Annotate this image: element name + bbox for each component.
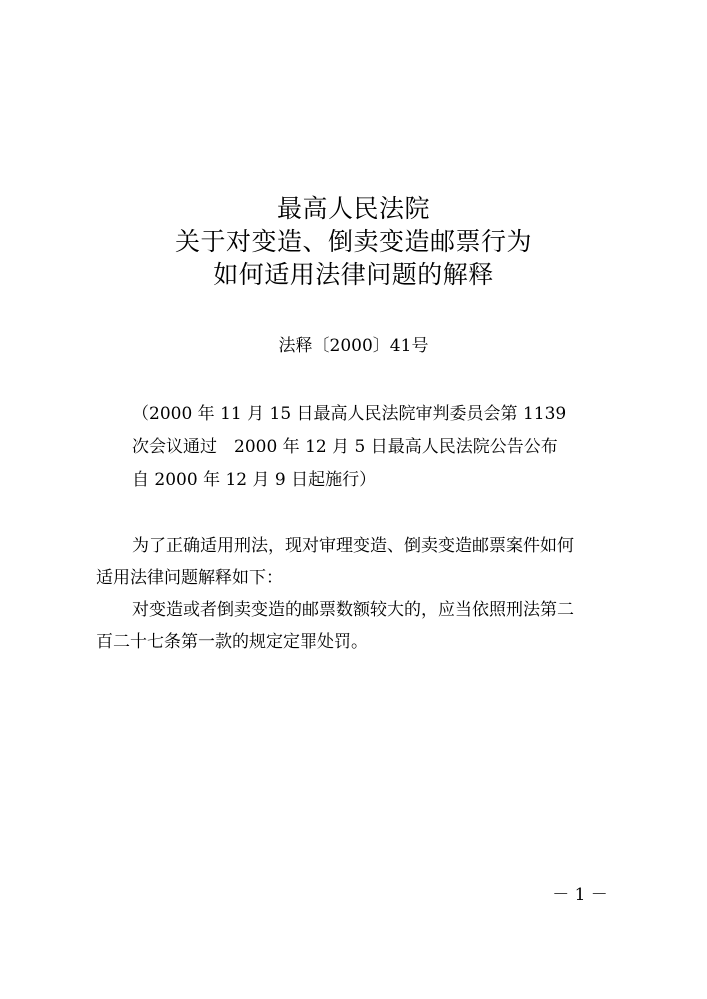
title-line-2: 关于对变造、倒卖变造邮票行为	[174, 227, 532, 256]
page-number: － 1 －	[552, 885, 608, 905]
body-paragraph-2-line-1: 对变造或者倒卖变造的邮票数额较大的，应当依照刑法第二	[132, 600, 574, 620]
document-body	[96, 530, 622, 658]
body-paragraph-1-line-1: 为了正确适用刑法，现对审理变造、倒卖变造邮票案件如何	[132, 536, 574, 556]
body-paragraph-1-line-2: 适用法律问题解释如下：	[96, 568, 283, 588]
document-title	[0, 192, 707, 291]
title-line-1: 最高人民法院	[276, 194, 430, 223]
title-line-3: 如何适用法律问题的解释	[213, 260, 494, 289]
body-paragraph-2-line-2: 百二十七条第一款的规定定罪处罚。	[96, 632, 368, 652]
adoption-line-2: 次会议通过 2000 年 12 月 5 日最高人民法院公告公布	[132, 437, 558, 457]
document-number: 法释〔2000〕41号	[278, 336, 429, 356]
adoption-note	[132, 398, 612, 497]
adoption-line-1: （2000 年 11 月 15 日最高人民法院审判委员会第 1139	[132, 404, 567, 424]
adoption-line-3: 自 2000 年 12 月 9 日起施行）	[132, 470, 377, 490]
